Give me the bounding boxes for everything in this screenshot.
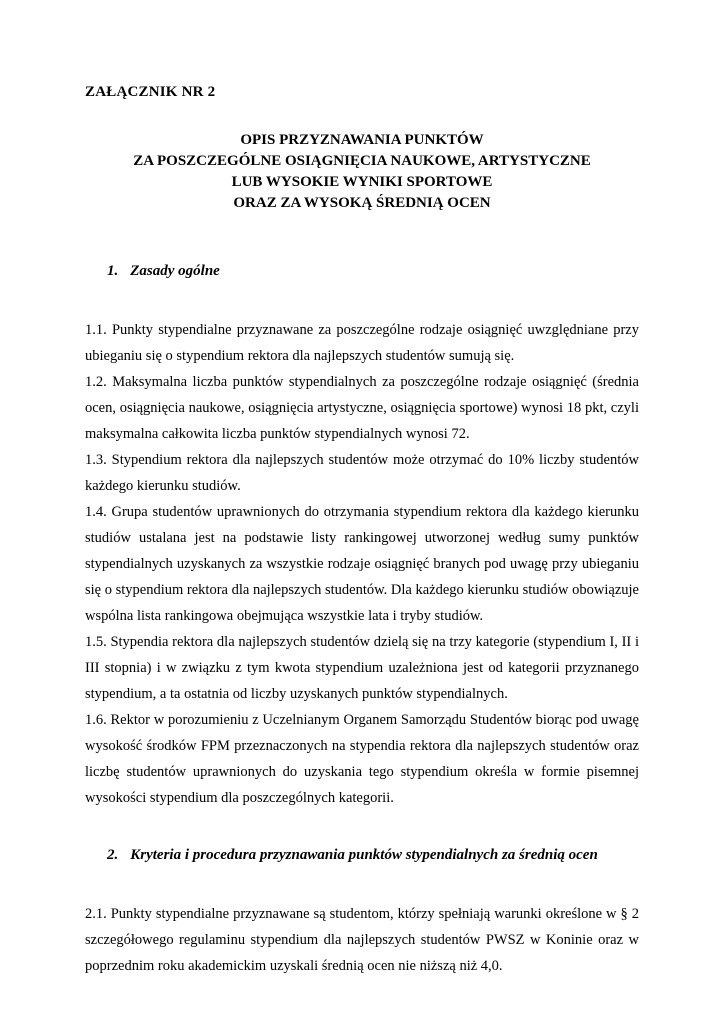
title-line-2: ZA POSZCZEGÓLNE OSIĄGNIĘCIA NAUKOWE, ARTYSTYCZNE	[133, 153, 591, 169]
section-1-number: 1.	[107, 263, 119, 279]
section-1-title: Zasady ogólne	[130, 263, 220, 279]
title-line-4: ORAZ ZA WYSOKĄ ŚREDNIĄ OCEN	[233, 195, 491, 211]
paragraph-2-1: 2.1. Punkty stypendialne przyznawane są studentom, którzy spełniają warunki określone w § 2 szczegółowego regulaminu stypendium dla najlepszych studentów PWSZ w Koninie oraz w poprzednim roku akademickim uzyskali średnią ocen nie niższą niż 4,0.	[85, 906, 639, 974]
section-2-heading	[107, 845, 639, 865]
paragraph-1-2: 1.2. Maksymalna liczba punktów stypendialnych za poszczególne rodzaje osiągnięć (średnia ocen, osiągnięcia naukowe, osiągnięcia artystyczne, osiągnięcia sportowe) wynosi 18 pkt, czyli maksymalna całkowita liczba punktów stypendialnych wynosi 72.	[85, 374, 639, 442]
paragraph-1-5: 1.5. Stypendia rektora dla najlepszych studentów dzielą się na trzy kategorie (stypendium I, II i III stopnia) i w związku z tym kwota stypendium uzależniona jest od kategorii przyznanego stypendium, a ta ostatnia od liczby uzyskanych punktów stypendialnych.	[85, 634, 639, 702]
title-line-3: LUB WYSOKIE WYNIKI SPORTOWE	[231, 174, 493, 190]
title-line-1: OPIS PRZYZNAWANIA PUNKTÓW	[240, 132, 484, 148]
paragraph-1-4: 1.4. Grupa studentów uprawnionych do otrzymania stypendium rektora dla każdego kierunku studiów ustalana jest na podstawie listy rankingowej utworzonej według sumy punktów stypendialnych uzyskanych za wszystkie rodzaje osiągnięć branych pod uwagę przy ubieganiu się o stypendium rektora dla najlepszych studentów. Dla każdego kierunku studiów obowiązuje wspólna lista rankingowa obejmująca wszystkie lata i tryby studiów.	[85, 504, 639, 624]
section-2-title: Kryteria i procedura przyznawania punktów stypendialnych za średnią ocen	[130, 847, 598, 863]
attachment-label: ZAŁĄCZNIK NR 2	[85, 84, 216, 100]
section-1-heading	[107, 261, 639, 281]
paragraph-1-1: 1.1. Punkty stypendialne przyznawane za poszczególne rodzaje osiągnięć uwzględniane przy ubieganiu się o stypendium rektora dla najlepszych studentów sumują się.	[85, 322, 639, 364]
paragraph-1-6: 1.6. Rektor w porozumieniu z Uczelnianym Organem Samorządu Studentów biorąc pod uwagę wysokość środków FPM przeznaczonych na stypendia rektora dla najlepszych studentów oraz liczbę studentów uprawnionych do uzyskania tego stypendium określa w formie pisemnej wysokości stypendium dla poszczególnych kategorii.	[85, 712, 639, 806]
document-title	[85, 130, 639, 214]
paragraph-1-3: 1.3. Stypendium rektora dla najlepszych studentów może otrzymać do 10% liczby studentów każdego kierunku studiów.	[85, 452, 639, 494]
section-2-number: 2.	[107, 847, 119, 863]
